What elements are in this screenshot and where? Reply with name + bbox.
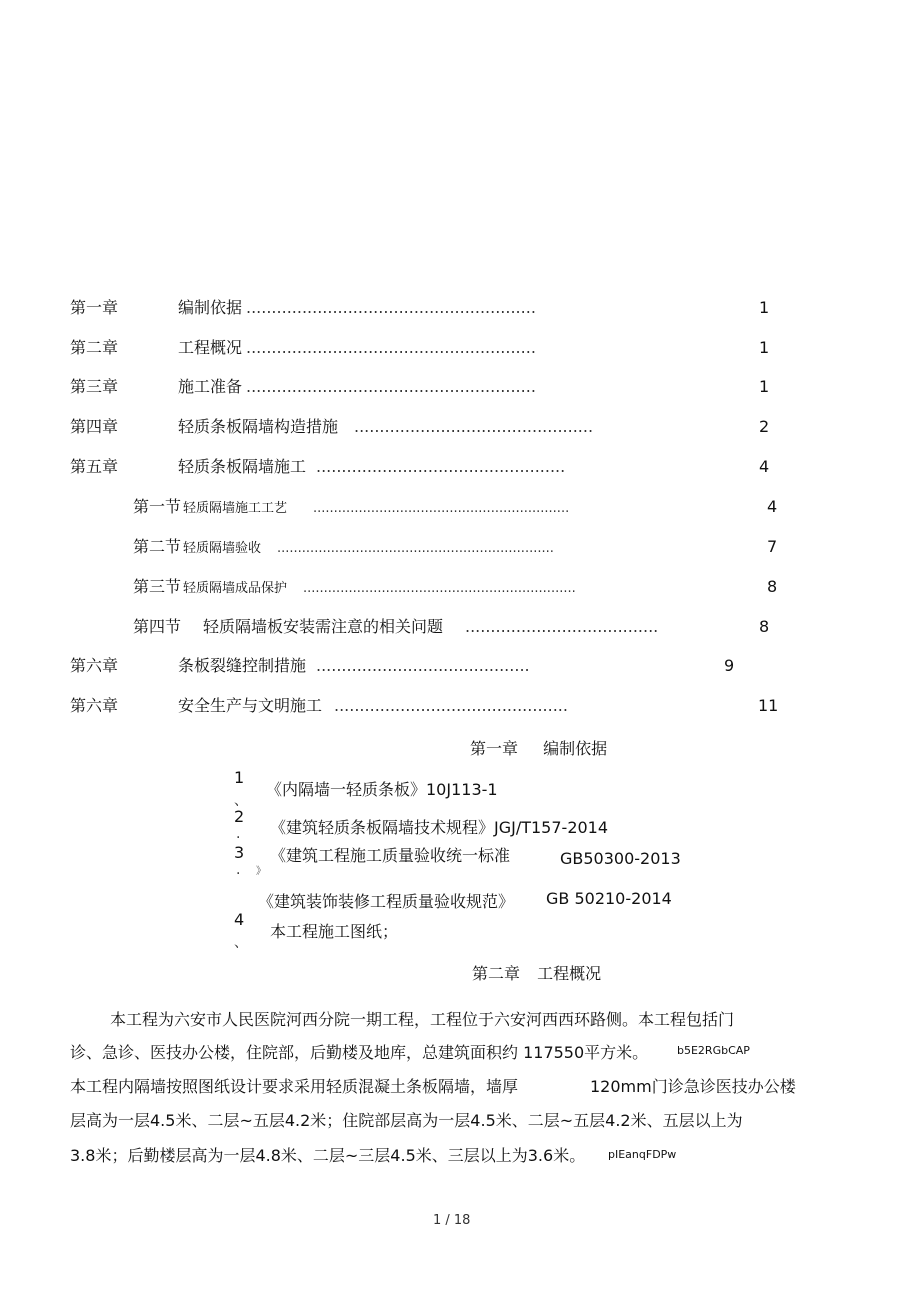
paragraph-line: 本工程内隔墙按照图纸设计要求采用轻质混凝土条板隔墙，墙厚 [70,1077,519,1096]
toc-title: 轻质隔墙板安装需注意的相关问题 [203,617,444,636]
list-item-marker: 、 [234,935,248,951]
toc-leader: ......................................................... [246,338,536,357]
toc-leader: .............................................. [334,696,568,715]
list-item-marker: . [236,826,241,842]
toc-leader: .................................................................. [303,581,576,596]
toc-leader: ................................................................... [277,541,554,556]
toc-leader: ......................................................... [246,298,536,317]
toc-leader: .............................................................. [313,501,570,516]
toc-title: 工程概况 [178,338,243,357]
list-item-marker: 、 [234,793,248,809]
toc-title: 轻质隔墙验收 [183,541,262,556]
list-item-number: 3 [234,843,245,862]
paragraph-line: 本工程为六安市人民医院河西分院一期工程，工程位于六安河西西环路侧。本工程包括门 [110,1010,735,1029]
toc-page-number: 9 [724,656,735,675]
paragraph-line: 诊、急诊、医技办公楼，住院部，后勤楼及地库，总建筑面积约 117550平方米。 [70,1043,649,1062]
toc-leader: ............................................... [354,417,594,436]
list-item-number: 2 [234,807,245,826]
toc-leader: ......................................................... [246,377,536,396]
toc-title: 轻质隔墙成品保护 [183,581,288,596]
toc-page-number: 2 [759,417,770,436]
toc-title: 轻质条板隔墙施工 [178,457,307,476]
toc-page-number: 4 [759,457,770,476]
toc-page-number: 1 [759,298,770,317]
toc-section-number: 第四节 [133,617,182,636]
toc-page-number: 4 [767,497,778,516]
toc-title: 编制依据 [178,298,243,317]
list-item-text: 本工程施工图纸； [270,922,399,941]
toc-page-number: 1 [759,338,770,357]
toc-chapter-number: 第二章 [70,338,119,357]
toc-page-number: 8 [759,617,770,636]
chapter-heading [470,736,607,759]
list-item-code: GB50300-2013 [560,849,681,868]
list-item-text: 《内隔墙一轻质条板》10J113-1 [266,780,498,799]
toc-leader: ...................................... [465,617,659,636]
chapter-heading-number: 第一章 [470,739,519,758]
toc-leader: ................................................. [316,457,566,476]
toc-section-number: 第一节 [133,497,182,516]
toc-title: 安全生产与文明施工 [178,696,323,715]
toc-section-number: 第二节 [133,537,182,556]
toc-page-number: 1 [759,377,770,396]
list-item-code: GB 50210-2014 [546,889,672,908]
toc-chapter-number: 第六章 [70,656,119,675]
toc-title: 轻质条板隔墙构造措施 [178,417,339,436]
list-item-text: 《建筑工程施工质量验收统一标准 [270,846,511,865]
toc-section-number: 第三节 [133,577,182,596]
toc-leader: .......................................... [316,656,530,675]
toc-title: 条板裂缝控制措施 [178,656,307,675]
toc-title: 轻质隔墙施工工艺 [183,501,288,516]
toc-page-number: 7 [767,537,778,556]
list-item-number: 1 [234,768,245,787]
toc-page-number: 11 [758,696,779,715]
toc-chapter-number: 第四章 [70,417,119,436]
toc-chapter-number: 第一章 [70,298,119,317]
paragraph-line: 层高为一层4.5米、二层~五层4.2米；住院部层高为一层4.5米、二层~五层4.2米、五层以上为 [70,1111,743,1130]
list-item-extra-marker: 》 [256,866,266,877]
page-indicator: 1 / 18 [433,1213,471,1228]
paragraph-line: 120mm门诊急诊医技办公楼 [590,1077,796,1096]
list-item-marker: . [236,862,241,878]
paragraph-line: 3.8米；后勤楼层高为一层4.8米、二层~三层4.5米、三层以上为3.6米。 [70,1146,586,1165]
paragraph-tag: pIEanqFDPw [608,1148,677,1161]
paragraph-tag: b5E2RGbCAP [677,1044,750,1057]
list-item-number: 4 [234,910,245,929]
chapter-heading [472,961,601,984]
toc-chapter-number: 第五章 [70,457,119,476]
list-item-text: 《建筑轻质条板隔墙技术规程》JGJ/T157-2014 [270,818,609,837]
chapter-heading-title: 工程概况 [537,964,602,983]
chapter-heading-number: 第二章 [472,964,521,983]
toc-title: 施工准备 [178,377,243,396]
toc-chapter-number: 第六章 [70,696,119,715]
toc-page-number: 8 [767,577,778,596]
list-item-text: 《建筑装饰装修工程质量验收规范》 [258,892,515,911]
chapter-heading-title: 编制依据 [543,739,608,758]
toc-chapter-number: 第三章 [70,377,119,396]
